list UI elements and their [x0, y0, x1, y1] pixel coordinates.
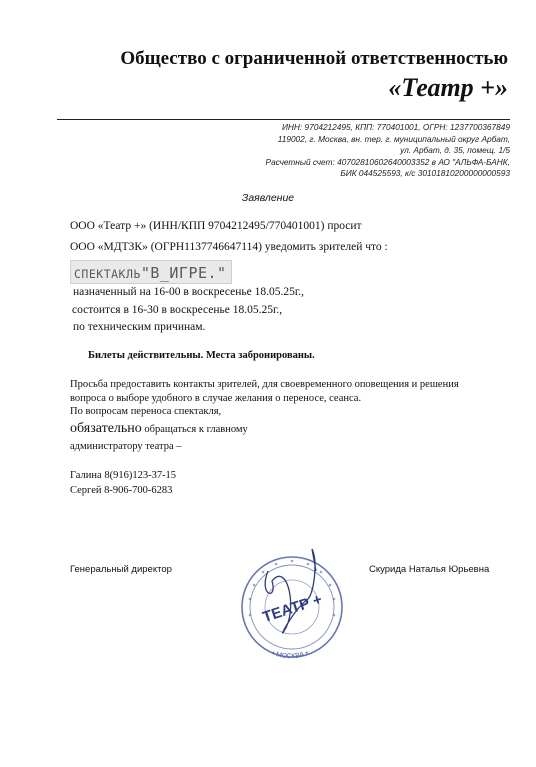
body-line: состоится в 16-30 в воскресенье 18.05.25г., — [72, 304, 283, 316]
company-stamp — [228, 541, 352, 669]
header-divider — [57, 119, 510, 120]
performance-title-box — [70, 260, 232, 284]
performance-prefix: СПЕКТАКЛЬ — [74, 267, 141, 281]
emphasis-word: обязательно — [70, 421, 142, 436]
request-line: По вопросам переноса спектакля, — [70, 406, 222, 417]
request-line: администратору театра – — [70, 441, 182, 452]
request-line: вопроса о выборе удобного в случае желания о переносе, сеанса. — [70, 393, 362, 404]
org-name: «Театр +» — [388, 73, 508, 102]
performance-name: "В_ИГРЕ." — [140, 264, 227, 282]
body-line: по техническим причинам. — [73, 321, 206, 333]
tickets-notice: Билеты действительны. Места забронированы. — [88, 350, 315, 361]
body-line: ООО «Театр +» (ИНН/КПП 9704212495/770401001) просит — [70, 220, 362, 232]
requisites-line: ИНН: 9704212495, КПП: 770401001, ОГРН: 1237700367849 — [281, 122, 510, 132]
stamp-text: ТЕАТР + — [260, 590, 325, 626]
request-line — [70, 421, 248, 437]
requisites-line: 119002, г. Москва, вн. тер. г. муниципальный округ Арбат, — [277, 134, 510, 144]
stamp-ring-text: • МОСКВА • — [270, 649, 310, 661]
contact-line: Сергей 8-906-700-6283 — [70, 485, 173, 496]
requisites-line: Расчетный счет: 40702810602640003352 в АО "АЛЬФА-БАНК, — [265, 157, 510, 167]
org-legal-form: Общество с ограниченной ответственностью — [120, 48, 508, 69]
request-line: Просьба предоставить контакты зрителей, для своевременного оповещения и решения — [70, 379, 459, 390]
director-name: Скурида Наталья Юрьевна — [369, 564, 490, 575]
body-line: назначенный на 16-00 в воскресенье 18.05.25г., — [73, 286, 305, 298]
request-rest: обращаться к главному — [141, 424, 248, 435]
contact-line: Галина 8(916)123-37-15 — [70, 470, 177, 481]
document-title: Заявление — [241, 192, 295, 204]
body-line: ООО «МДТЗК» (ОГРН1137746647114) уведомить зрителей что : — [70, 241, 388, 253]
requisites-line: БИК 044525593, к/с 30101810200000000593 — [340, 168, 510, 178]
requisites-line: ул. Арбат, д. 35, помещ. 1/5 — [400, 145, 510, 155]
director-title: Генеральный директор — [70, 564, 172, 575]
